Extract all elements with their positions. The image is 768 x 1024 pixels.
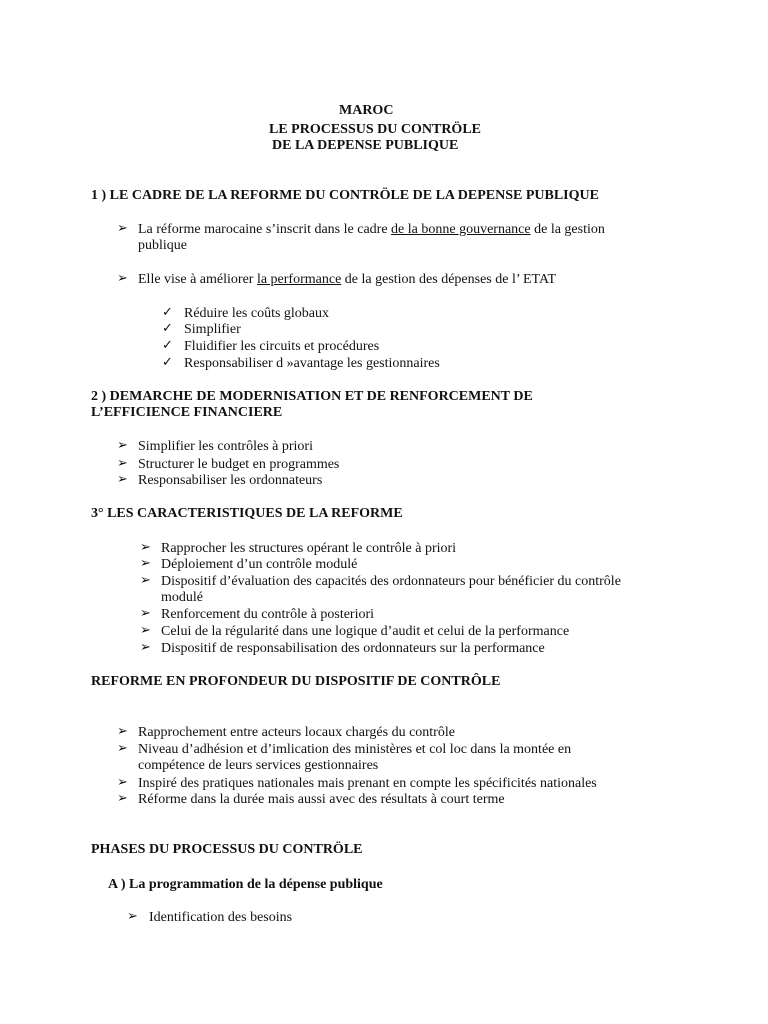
section-4-heading: REFORME EN PROFONDEUR DU DISPOSITIF DE CONTRÔLE — [91, 674, 501, 689]
arrow-bullet-icon: ➢ — [140, 606, 151, 621]
check-icon: ✓ — [162, 321, 173, 336]
list-item: Celui de la régularité dans une logique d’audit et celui de la performance — [161, 624, 570, 639]
arrow-bullet-icon: ➢ — [117, 456, 128, 471]
section-1-bullet-2 — [138, 271, 556, 288]
list-item: Dispositif de responsabilisation des ordonnateurs sur la performance — [161, 641, 545, 656]
title-line-1: MAROC — [339, 103, 394, 118]
list-item: Responsabiliser les ordonnateurs — [138, 473, 323, 488]
arrow-bullet-icon: ➢ — [117, 271, 128, 286]
section-5-subheading: A ) La programmation de la dépense publique — [108, 877, 383, 892]
list-item-cont: modulé — [161, 590, 203, 605]
list-item: Déploiement d’un contrôle modulé — [161, 557, 358, 572]
section-2-heading-cont: L’EFFICIENCE FINANCIERE — [91, 405, 283, 420]
list-item: Niveau d’adhésion et d’imlication des ministères et col loc dans la montée en — [138, 742, 572, 757]
section-2-heading: 2 ) DEMARCHE DE MODERNISATION ET DE RENFORCEMENT DE — [91, 389, 533, 404]
arrow-bullet-icon: ➢ — [117, 791, 128, 806]
arrow-bullet-icon: ➢ — [140, 573, 151, 588]
list-item: Dispositif d’évaluation des capacités des ordonnateurs pour bénéficier du contrôle — [161, 574, 621, 589]
section-3-heading: 3° LES CARACTERISTIQUES DE LA REFORME — [91, 506, 403, 521]
arrow-bullet-icon: ➢ — [140, 540, 151, 555]
title-line-2: LE PROCESSUS DU CONTRÖLE — [269, 122, 481, 137]
arrow-bullet-icon: ➢ — [117, 221, 128, 236]
list-item: Rapprocher les structures opérant le contrôle à priori — [161, 541, 457, 556]
list-item: Rapprochement entre acteurs locaux chargés du contrôle — [138, 725, 455, 740]
check-item: Responsabiliser d »avantage les gestionnaires — [184, 356, 440, 371]
list-item: Identification des besoins — [149, 910, 293, 925]
underlined-text: la performance — [256, 272, 342, 287]
arrow-bullet-icon: ➢ — [140, 623, 151, 638]
list-item: Simplifier les contrôles à priori — [138, 439, 313, 454]
section-1-bullet-1-cont: publique — [138, 238, 187, 253]
text-run: Elle vise à améliorer — [138, 272, 257, 287]
arrow-bullet-icon: ➢ — [140, 640, 151, 655]
check-icon: ✓ — [162, 305, 173, 320]
arrow-bullet-icon: ➢ — [117, 741, 128, 756]
underlined-text: de la bonne gouvernance — [391, 222, 531, 237]
list-item: Réforme dans la durée mais aussi avec des résultats à court terme — [138, 792, 505, 807]
check-item: Simplifier — [184, 322, 241, 337]
list-item: Renforcement du contrôle à posteriori — [161, 607, 375, 622]
check-icon: ✓ — [162, 355, 173, 370]
section-1-heading: 1 ) LE CADRE DE LA REFORME DU CONTRÖLE DE LA DEPENSE PUBLIQUE — [91, 188, 599, 203]
arrow-bullet-icon: ➢ — [127, 909, 138, 924]
section-5-heading: PHASES DU PROCESSUS DU CONTRÖLE — [91, 842, 363, 857]
check-item: Fluidifier les circuits et procédures — [184, 339, 380, 354]
arrow-bullet-icon: ➢ — [117, 472, 128, 487]
arrow-bullet-icon: ➢ — [117, 775, 128, 790]
arrow-bullet-icon: ➢ — [117, 724, 128, 739]
section-1-bullet-1 — [138, 221, 605, 238]
list-item: Inspiré des pratiques nationales mais prenant en compte les spécificités nationales — [138, 776, 597, 791]
arrow-bullet-icon: ➢ — [117, 438, 128, 453]
list-item-cont: compétence de leurs services gestionnaires — [138, 758, 379, 773]
text-run: de la gestion — [530, 222, 605, 237]
list-item: Structurer le budget en programmes — [138, 457, 340, 472]
check-icon: ✓ — [162, 338, 173, 353]
text-run: de la gestion des dépenses de l’ ETAT — [341, 272, 557, 287]
arrow-bullet-icon: ➢ — [140, 556, 151, 571]
check-item: Réduire les coûts globaux — [184, 306, 330, 321]
title-line-3: DE LA DEPENSE PUBLIQUE — [272, 138, 459, 153]
text-run: La réforme marocaine s’inscrit dans le cadre — [138, 222, 392, 237]
